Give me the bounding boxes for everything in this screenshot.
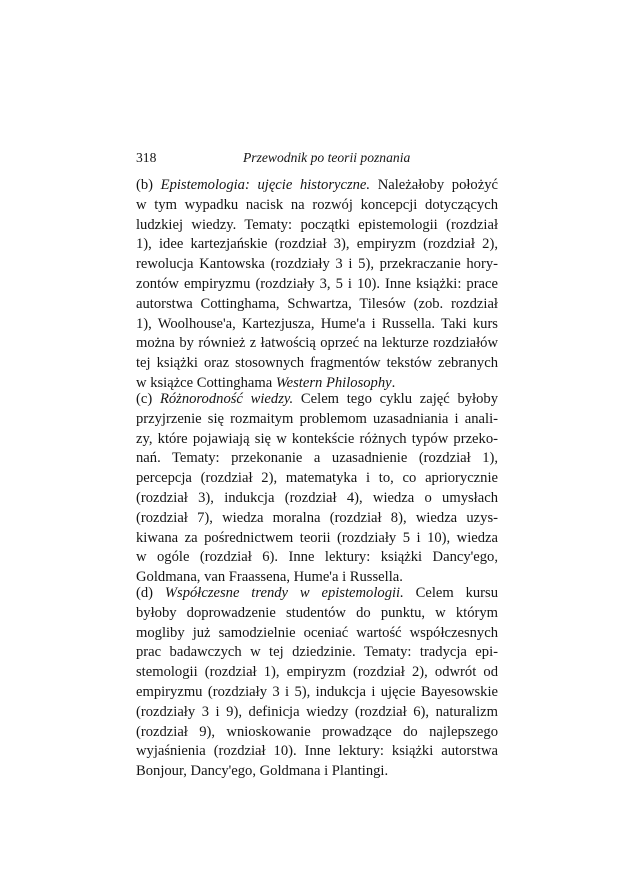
- text-line: zontów empiryzmu (rozdziały 3, 5 i 10). Inne książki: prace: [136, 275, 498, 292]
- text-run: (c): [136, 391, 160, 407]
- text-line: empiryzmu (rozdziały 3 i 5), indukcja i ujęcie Bayesowskie: [136, 683, 498, 700]
- text-line: (rozdziały 3 i 9), definicja wiedzy (rozdział 6), naturalizm: [136, 703, 498, 720]
- running-title: Przewodnik po teorii poznania: [243, 150, 411, 165]
- text-line: prac badawczych w tej dziedzinie. Tematy: tradycja epi-: [136, 644, 498, 661]
- text-run: (b): [136, 177, 161, 193]
- text-line: stemologii (rozdział 1), empiryzm (rozdział 2), odwrót od: [136, 664, 498, 681]
- italic-title: Różnorodność wiedzy.: [159, 391, 294, 407]
- italic-title: Western Philosophy: [275, 374, 392, 391]
- paragraph-c-diversity-of-knowledge: [136, 390, 498, 588]
- text-line: Bonjour, Dancy'ego, Goldmana i Plantingi.: [136, 763, 389, 780]
- text-line: w tym wypadku nacisk na rozwój koncepcji dotyczących: [136, 196, 498, 213]
- text-line: 1), Woolhouse'a, Kartezjusza, Hume'a i Russella. Taki kurs: [136, 315, 498, 332]
- text-line: mogliby już samodzielnie oceniać wartość współczesnych: [136, 624, 498, 641]
- paragraph-d-contemporary-trends: [136, 584, 498, 782]
- text-line: autorstwa Cottinghama, Schwartza, Tilesów (zob. rozdział: [136, 295, 498, 312]
- page-number: 318: [136, 150, 157, 165]
- text-line: ludzkiej wiedzy. Tematy: początki epistemologii (rozdział: [136, 216, 498, 233]
- italic-title: Współczesne trendy w epistemologii.: [164, 585, 404, 601]
- text-line: 1), idee kartezjańskie (rozdział 3), empiryzm (rozdział 2),: [136, 236, 498, 253]
- text-line: (rozdział 9), wnioskowanie prowadzące do najlepszego: [136, 723, 498, 740]
- text-line: można by również z łatwością oprzeć na lekturze rozdziałów: [136, 335, 498, 352]
- text-line: wyjaśnienia (rozdział 10). Inne lektury: książki autorstwa: [136, 743, 498, 760]
- text-line: zy, które pojawiają się w kontekście różnych typów przeko-: [136, 430, 498, 447]
- text-line: nań. Tematy: przekonanie a uzasadnienie (rozdział 1),: [136, 450, 498, 467]
- text-line: (rozdział 3), indukcja (rozdział 4), wiedza o umysłach: [136, 489, 498, 506]
- text-run: Celem tego cyklu zajęć byłoby: [293, 391, 498, 407]
- text-line: w ogóle (rozdział 6). Inne lektury: książki Dancy'ego,: [136, 549, 498, 566]
- page-header: [136, 148, 498, 168]
- text-line: byłoby doprowadzenie studentów do punktu, w którym: [136, 604, 498, 621]
- text-line: (rozdział 7), wiedza moralna (rozdział 8), wiedza uzys-: [136, 509, 498, 526]
- text-line: rewolucja Kantowska (rozdziały 3 i 5), przekraczanie hory-: [136, 256, 498, 273]
- text-line: przyjrzenie się rozmaitym problemom uzasadniania i anali-: [136, 410, 498, 427]
- text-run: w książce Cottinghama: [136, 374, 276, 391]
- text-run: (d): [136, 585, 165, 601]
- text-run: Należałoby położyć: [370, 177, 498, 193]
- italic-title: Epistemologia: ujęcie historyczne.: [160, 177, 371, 193]
- text-line: [136, 176, 498, 196]
- text-line: [136, 584, 498, 604]
- text-line: percepcja (rozdział 2), matematyka i to, co apriorycznie: [136, 470, 498, 487]
- paragraph-b-historical-epistemology: [136, 176, 498, 394]
- text-line: tej książki oraz stosownych fragmentów tekstów zebranych: [136, 355, 498, 372]
- text-line: [136, 390, 498, 410]
- text-line: kiwana za pośrednictwem teorii (rozdziały 5 i 10), wiedza: [136, 529, 498, 546]
- text-run: Celem kursu: [403, 585, 498, 601]
- text-line: Goldmana, van Fraassena, Hume'a i Russella.: [136, 569, 403, 586]
- text-run: .: [391, 374, 396, 391]
